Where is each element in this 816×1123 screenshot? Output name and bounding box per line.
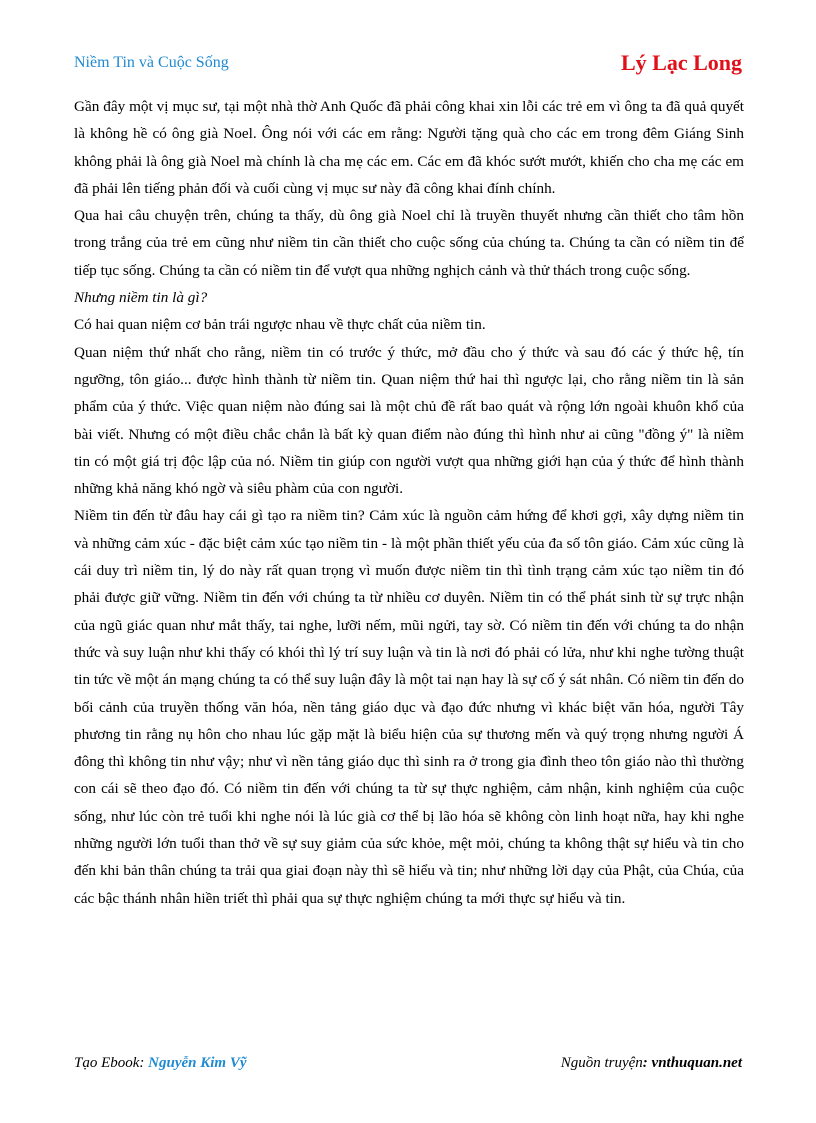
author-name: Lý Lạc Long [620,50,742,75]
page-footer [74,1055,742,1075]
source-colon: : [642,1055,652,1071]
ebook-colon: : [139,1055,149,1071]
question-heading: Nhưng niềm tin là gì? [74,289,208,307]
paragraph: Có hai quan niệm cơ bản trái ngược nhau về thực chất của niềm tin. [74,316,486,334]
source-credit [561,1055,742,1072]
ebook-credit [74,1055,247,1072]
paragraph: Gần đây một vị mục sư, tại một nhà thờ Anh Quốc đã phải công khai xin lỗi các trẻ em vì ông ta đã quả quyết là không hề có ông già Noel. Ông nói với các em rằng: Người tặng quà cho các em trong đêm Giáng Sinh không phải là ông già Noel mà chính là cha mẹ các em. Các em đã khóc sướt mướt, khiến cho cha mẹ các em đã phải lên tiếng phản đối và cuối cùng vị mục sư này đã công khai đính chính. [74,98,744,197]
ebook-creator: Nguyễn Kim Vỹ [148,1055,247,1071]
paragraph: Niềm tin đến từ đâu hay cái gì tạo ra niềm tin? Cảm xúc là nguồn cảm hứng để khơi gợi, xây dựng niềm tin và những cảm xúc - đặc biệt cảm xúc tạo niềm tin - là một phần thiết yếu của đa số tôn giáo. Cảm xúc cũng là cái duy trì niềm tin, lý do này rất quan trọng vì muốn được niềm tin thì tình trạng cảm xúc tạo niềm tin đó phải được giữ vững. Niềm tin đến với chúng ta từ nhiều cơ duyên. Niềm tin có thể phát sinh từ sự trực nhận của ngũ giác quan như mắt thấy, tai nghe, lưỡi nếm, mũi ngửi, tay sờ. Có niềm tin đến với chúng ta do nhận thức và suy luận như khi thấy có khói thì lý trí suy luận và tin là nơi đó phải có lửa, như khi nghe tường thuật tin tức về một án mạng chúng ta có thể suy luận đây là một tai nạn hay là sự cố ý sát nhân. Có niềm tin đến do bối cảnh của truyền thống văn hóa, nền tảng giáo dục và đạo đức nhưng vì khác biệt văn hóa, người Tây phương tin rằng nụ hôn cho nhau lúc gặp mặt là biểu hiện của sự thương mến và quý trọng nhưng người Á đông thì không tin như vậy; như vì nền tảng giáo dục thì sinh ra ở trong gia đình theo tôn giáo nào thì thường con cái sẽ theo đạo đó. Có niềm tin đến với chúng ta từ sự thực nghiệm, cảm nhận, kinh nghiệm của cuộc sống, như lúc còn trẻ tuổi khi nghe nói là lúc già cơ thể bị lão hóa sẽ không còn linh hoạt nữa, hay khi nghe những người lớn tuổi than thở về sự suy giảm của sức khỏe, mệt mỏi, chúng ta không thật sự hiểu và tin cho đến khi bản thân chúng ta trải qua giai đoạn này thì sẽ hiểu và tin; như những lời dạy của Phật, của Chúa, của các bậc thánh nhân hiền triết thì phải qua sự thực nghiệm chúng ta mới thực sự hiểu và tin. [74,507,744,907]
paragraph: Qua hai câu chuyện trên, chúng ta thấy, dù ông già Noel chỉ là truyền thuyết nhưng cần thiết cho tâm hồn trong trắng của trẻ em cũng như niềm tin cần thiết cho cuộc sống của chúng ta. Chúng ta cần có niềm tin để tiếp tục sống. Chúng ta cần có niềm tin để vượt qua những nghịch cảnh và thử thách trong cuộc sống. [74,207,744,279]
paragraph: Quan niệm thứ nhất cho rằng, niềm tin có trước ý thức, mở đầu cho ý thức và sau đó các ý thức hệ, tín ngưỡng, tôn giáo... được hình thành từ niềm tin. Quan niệm thứ hai thì ngược lại, cho rằng niềm tin là sản phẩm của ý thức. Việc quan niệm nào đúng sai là một chủ đề rất bao quát và rộng lớn ngoài khuôn khổ của bài viết. Nhưng có một điều chắc chắn là bất kỳ quan điểm nào đúng thì hình như ai cũng "đồng ý" là niềm tin có một giá trị độc lập của nó. Niềm tin giúp con người vượt qua những giới hạn của ý thức để hình thành những khả năng khó ngờ và siêu phàm của con người. [74,343,744,498]
source-label: Nguồn truyện [560,1055,643,1071]
ebook-label: Tạo Ebook [74,1055,140,1071]
source-site: vnthuquan.net [651,1055,742,1071]
document-body [74,93,744,912]
book-title: Niềm Tin và Cuộc Sống [74,54,229,71]
page-header [74,50,742,76]
